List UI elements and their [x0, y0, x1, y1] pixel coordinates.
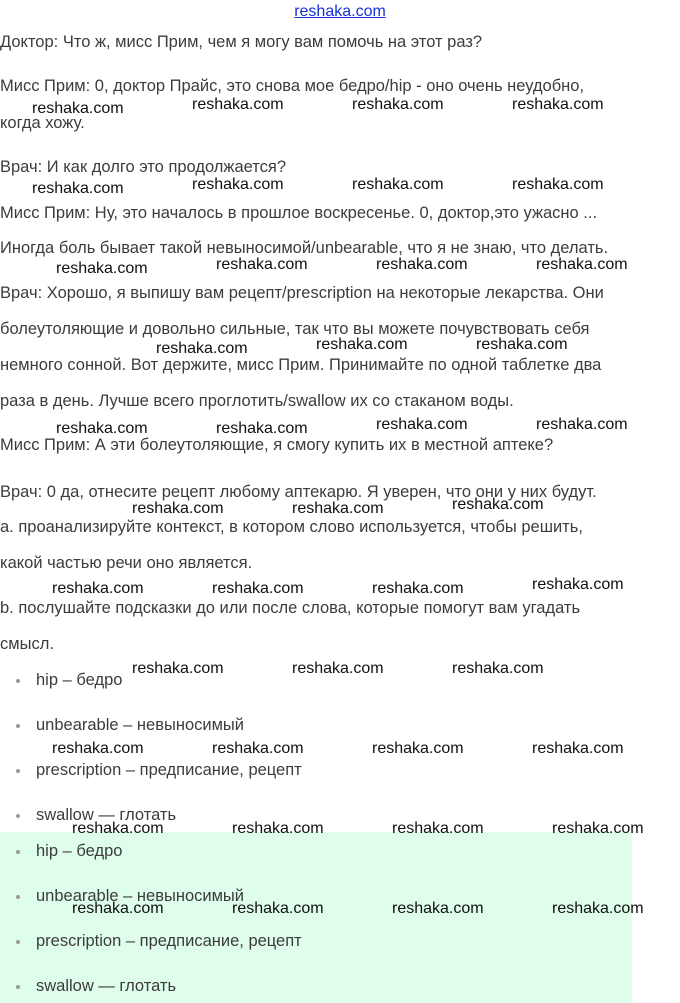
watermark: reshaka.com [72, 820, 164, 837]
watermark: reshaka.com [452, 660, 544, 677]
watermark: reshaka.com [32, 100, 124, 117]
watermark: reshaka.com [552, 820, 644, 837]
watermark: reshaka.com [212, 580, 304, 597]
watermark: reshaka.com [216, 256, 308, 273]
dialogue-line: Иногда боль бывает такой невыносимой/unbearable, что я не знаю, что делать. [0, 239, 609, 257]
watermark: reshaka.com [452, 496, 544, 513]
dialogue-line: болеутоляющие и довольно сильные, так что вы можете почувствовать себя [0, 320, 590, 338]
vocab-item: hip – бедро [18, 670, 104, 690]
watermark: reshaka.com [376, 416, 468, 433]
watermark: reshaka.com [352, 96, 444, 113]
answer-item: swallow — глотать [18, 976, 158, 996]
answer-item: prescription – предписание, рецепт [18, 931, 284, 951]
instruction-line: какой частью речи оно является. [0, 554, 253, 572]
watermark: reshaka.com [292, 660, 384, 677]
watermark: reshaka.com [512, 176, 604, 193]
dialogue-line: Мисс Прим: А эти болеутоляющие, я смогу купить их в местной аптеке? [0, 436, 554, 454]
watermark: reshaka.com [392, 900, 484, 917]
watermark: reshaka.com [536, 416, 628, 433]
watermark: reshaka.com [132, 500, 224, 517]
watermark: reshaka.com [216, 420, 308, 437]
vocab-item: prescription – предписание, рецепт [18, 760, 284, 780]
watermark: reshaka.com [192, 176, 284, 193]
watermark: reshaka.com [532, 576, 624, 593]
watermark: reshaka.com [232, 900, 324, 917]
watermark: reshaka.com [352, 176, 444, 193]
watermark: reshaka.com [132, 660, 224, 677]
dialogue-line: Мисс Прим: Ну, это началось в прошлое воскресенье. 0, доктор,это ужасно ... [0, 204, 598, 222]
watermark: reshaka.com [56, 420, 148, 437]
watermark: reshaka.com [376, 256, 468, 273]
watermark: reshaka.com [372, 740, 464, 757]
dialogue-line: немного сонной. Вот держите, мисс Прим. Принимайте по одной таблетке два [0, 356, 602, 374]
watermark: reshaka.com [292, 500, 384, 517]
answer-item: hip – бедро [18, 841, 104, 861]
dialogue-line: Доктор: Что ж, мисс Прим, чем я могу вам помочь на этот раз? [0, 33, 483, 51]
watermark: reshaka.com [52, 580, 144, 597]
dialogue-line: когда хожу. [0, 114, 85, 132]
vocab-item: swallow — глотать [18, 805, 158, 825]
site-link[interactable]: reshaka.com [294, 3, 386, 20]
instruction-line: a. проанализируйте контекст, в котором слово используется, чтобы решить, [0, 518, 583, 536]
watermark: reshaka.com [52, 740, 144, 757]
dialogue-line: Мисс Прим: 0, доктор Прайс, это снова мое бедро/hip - оно очень неудобно, [0, 77, 585, 95]
dialogue-line: раза в день. Лучше всего проглотить/swallow их со стаканом воды. [0, 392, 514, 410]
watermark: reshaka.com [512, 96, 604, 113]
watermark: reshaka.com [232, 820, 324, 837]
watermark: reshaka.com [536, 256, 628, 273]
answer-item: unbearable – невыносимый [18, 886, 226, 906]
vocab-item: unbearable – невыносимый [18, 715, 226, 735]
dialogue-line: Врач: И как долго это продолжается? [0, 158, 287, 176]
watermark: reshaka.com [156, 340, 248, 357]
watermark: reshaka.com [192, 96, 284, 113]
dialogue-line: Врач: 0 да, отнесите рецепт любому аптекарю. Я уверен, что они у них будут. [0, 483, 597, 501]
watermark: reshaka.com [372, 580, 464, 597]
watermark: reshaka.com [392, 820, 484, 837]
watermark: reshaka.com [316, 336, 408, 353]
watermark: reshaka.com [212, 740, 304, 757]
watermark: reshaka.com [56, 260, 148, 277]
dialogue-line: Врач: Хорошо, я выпишу вам рецепт/prescription на некоторые лекарства. Они [0, 284, 604, 302]
instruction-line: b. послушайте подсказки до или после слова, которые помогут вам угадать [0, 599, 581, 617]
watermark: reshaka.com [532, 740, 624, 757]
watermark: reshaka.com [32, 180, 124, 197]
watermark: reshaka.com [72, 900, 164, 917]
instruction-line: смысл. [0, 635, 54, 653]
site-header [0, 0, 680, 24]
watermark: reshaka.com [476, 336, 568, 353]
watermark: reshaka.com [552, 900, 644, 917]
